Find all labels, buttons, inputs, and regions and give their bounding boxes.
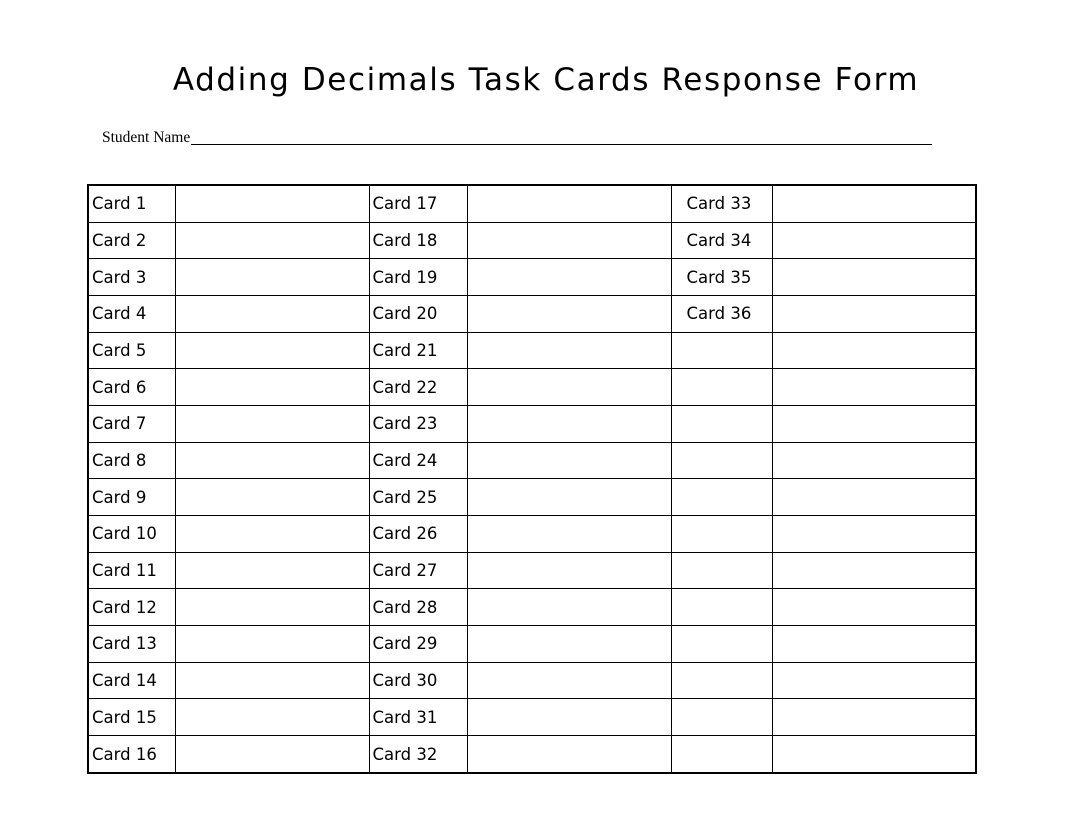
card-label-cell: Card 35 bbox=[671, 259, 772, 296]
table-row bbox=[88, 369, 976, 406]
response-table-body bbox=[88, 185, 976, 773]
card-label-cell: Card 33 bbox=[671, 185, 772, 222]
answer-cell[interactable] bbox=[772, 516, 976, 553]
card-label-cell: Card 5 bbox=[88, 332, 175, 369]
answer-cell[interactable] bbox=[772, 736, 976, 773]
card-label-cell: Card 25 bbox=[369, 479, 467, 516]
card-label-cell: Card 34 bbox=[671, 222, 772, 259]
card-label-cell bbox=[671, 552, 772, 589]
card-label-cell: Card 23 bbox=[369, 406, 467, 443]
card-label-cell bbox=[671, 516, 772, 553]
student-name-row bbox=[102, 126, 932, 148]
answer-cell[interactable] bbox=[467, 406, 671, 443]
answer-cell[interactable] bbox=[772, 185, 976, 222]
card-label-cell: Card 30 bbox=[369, 662, 467, 699]
answer-cell[interactable] bbox=[467, 516, 671, 553]
card-label-cell bbox=[671, 406, 772, 443]
answer-cell[interactable] bbox=[772, 222, 976, 259]
table-row bbox=[88, 589, 976, 626]
table-row bbox=[88, 479, 976, 516]
answer-cell[interactable] bbox=[467, 626, 671, 663]
answer-cell[interactable] bbox=[772, 259, 976, 296]
card-label-cell: Card 32 bbox=[369, 736, 467, 773]
student-name-field[interactable] bbox=[191, 126, 932, 145]
answer-cell[interactable] bbox=[175, 259, 369, 296]
card-label-cell: Card 19 bbox=[369, 259, 467, 296]
card-label-cell: Card 22 bbox=[369, 369, 467, 406]
table-row bbox=[88, 552, 976, 589]
card-label-cell: Card 9 bbox=[88, 479, 175, 516]
answer-cell[interactable] bbox=[772, 479, 976, 516]
table-row bbox=[88, 442, 976, 479]
answer-cell[interactable] bbox=[772, 332, 976, 369]
card-label-cell: Card 15 bbox=[88, 699, 175, 736]
card-label-cell: Card 18 bbox=[369, 222, 467, 259]
answer-cell[interactable] bbox=[772, 626, 976, 663]
card-label-cell: Card 24 bbox=[369, 442, 467, 479]
card-label-cell bbox=[671, 662, 772, 699]
card-label-cell bbox=[671, 442, 772, 479]
answer-cell[interactable] bbox=[175, 662, 369, 699]
card-label-cell bbox=[671, 369, 772, 406]
table-row bbox=[88, 736, 976, 773]
table-row bbox=[88, 296, 976, 333]
card-label-cell: Card 16 bbox=[88, 736, 175, 773]
answer-cell[interactable] bbox=[467, 222, 671, 259]
card-label-cell: Card 2 bbox=[88, 222, 175, 259]
answer-cell[interactable] bbox=[467, 259, 671, 296]
answer-cell[interactable] bbox=[175, 296, 369, 333]
table-row bbox=[88, 626, 976, 663]
answer-cell[interactable] bbox=[175, 699, 369, 736]
card-label-cell: Card 31 bbox=[369, 699, 467, 736]
card-label-cell bbox=[671, 479, 772, 516]
answer-cell[interactable] bbox=[467, 185, 671, 222]
card-label-cell: Card 21 bbox=[369, 332, 467, 369]
answer-cell[interactable] bbox=[467, 589, 671, 626]
answer-cell[interactable] bbox=[175, 442, 369, 479]
answer-cell[interactable] bbox=[772, 369, 976, 406]
card-label-cell: Card 11 bbox=[88, 552, 175, 589]
card-label-cell: Card 4 bbox=[88, 296, 175, 333]
answer-cell[interactable] bbox=[772, 699, 976, 736]
table-row bbox=[88, 406, 976, 443]
card-label-cell: Card 6 bbox=[88, 369, 175, 406]
answer-cell[interactable] bbox=[175, 516, 369, 553]
student-name-label: Student Name bbox=[102, 129, 191, 146]
table-row bbox=[88, 332, 976, 369]
table-row bbox=[88, 662, 976, 699]
card-label-cell: Card 26 bbox=[369, 516, 467, 553]
card-label-cell: Card 36 bbox=[671, 296, 772, 333]
answer-cell[interactable] bbox=[467, 332, 671, 369]
card-label-cell: Card 27 bbox=[369, 552, 467, 589]
card-label-cell: Card 20 bbox=[369, 296, 467, 333]
answer-cell[interactable] bbox=[175, 626, 369, 663]
table-row bbox=[88, 222, 976, 259]
card-label-cell: Card 12 bbox=[88, 589, 175, 626]
table-row bbox=[88, 516, 976, 553]
table-row bbox=[88, 699, 976, 736]
answer-cell[interactable] bbox=[175, 406, 369, 443]
response-table bbox=[87, 184, 977, 774]
page-title: Adding Decimals Task Cards Response Form bbox=[172, 62, 920, 98]
answer-cell[interactable] bbox=[772, 406, 976, 443]
answer-cell[interactable] bbox=[772, 442, 976, 479]
card-label-cell: Card 28 bbox=[369, 589, 467, 626]
table-row bbox=[88, 259, 976, 296]
answer-cell[interactable] bbox=[467, 369, 671, 406]
answer-cell[interactable] bbox=[772, 589, 976, 626]
answer-cell[interactable] bbox=[467, 736, 671, 773]
answer-cell[interactable] bbox=[467, 552, 671, 589]
answer-cell[interactable] bbox=[467, 699, 671, 736]
answer-cell[interactable] bbox=[175, 479, 369, 516]
card-label-cell: Card 7 bbox=[88, 406, 175, 443]
card-label-cell: Card 17 bbox=[369, 185, 467, 222]
card-label-cell: Card 29 bbox=[369, 626, 467, 663]
card-label-cell bbox=[671, 626, 772, 663]
card-label-cell bbox=[671, 736, 772, 773]
card-label-cell: Card 10 bbox=[88, 516, 175, 553]
table-row bbox=[88, 185, 976, 222]
answer-cell[interactable] bbox=[175, 332, 369, 369]
answer-cell[interactable] bbox=[467, 479, 671, 516]
card-label-cell bbox=[671, 589, 772, 626]
card-label-cell: Card 1 bbox=[88, 185, 175, 222]
card-label-cell: Card 3 bbox=[88, 259, 175, 296]
answer-cell[interactable] bbox=[175, 736, 369, 773]
answer-cell[interactable] bbox=[175, 185, 369, 222]
answer-cell[interactable] bbox=[772, 296, 976, 333]
answer-cell[interactable] bbox=[175, 552, 369, 589]
card-label-cell: Card 13 bbox=[88, 626, 175, 663]
answer-cell[interactable] bbox=[467, 662, 671, 699]
card-label-cell bbox=[671, 699, 772, 736]
answer-cell[interactable] bbox=[467, 442, 671, 479]
card-label-cell bbox=[671, 332, 772, 369]
answer-cell[interactable] bbox=[772, 662, 976, 699]
answer-cell[interactable] bbox=[175, 369, 369, 406]
answer-cell[interactable] bbox=[467, 296, 671, 333]
card-label-cell: Card 14 bbox=[88, 662, 175, 699]
answer-cell[interactable] bbox=[175, 589, 369, 626]
card-label-cell: Card 8 bbox=[88, 442, 175, 479]
answer-cell[interactable] bbox=[175, 222, 369, 259]
answer-cell[interactable] bbox=[772, 552, 976, 589]
